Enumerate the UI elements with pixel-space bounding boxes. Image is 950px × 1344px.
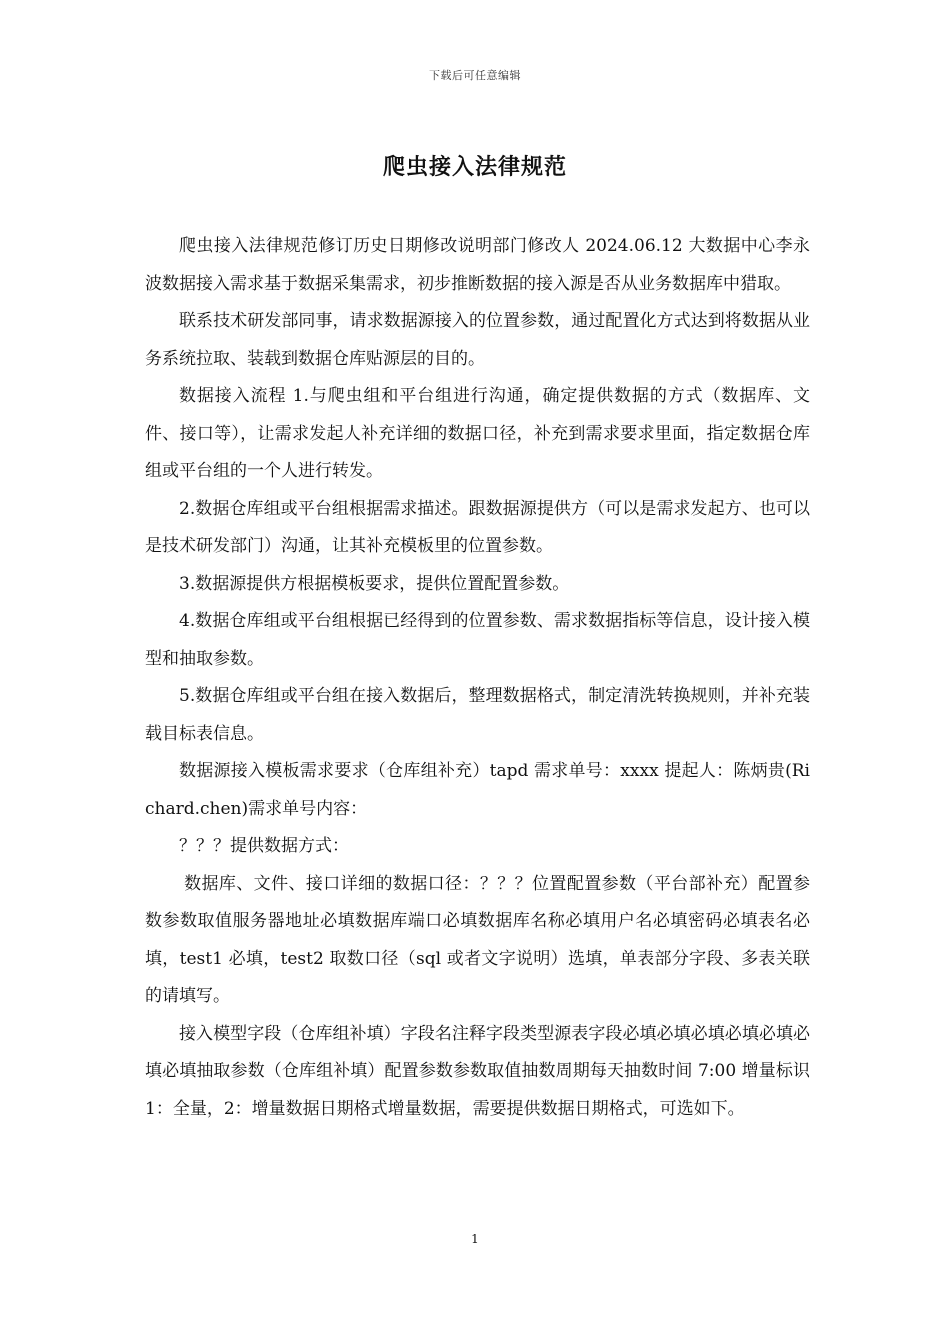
paragraph-process-step-4: 4.数据仓库组或平台组根据已经得到的位置参数、需求数据指标等信息，设计接入模型和抽取参数。 bbox=[145, 611, 810, 669]
paragraph-contact-rd: 联系技术研发部同事，请求数据源接入的位置参数，通过配置化方式达到将数据从业务系统拉取、装载到数据仓库贴源层的目的。 bbox=[145, 311, 810, 369]
document-body bbox=[145, 228, 810, 1128]
header-note: 下载后可任意编辑 bbox=[429, 69, 521, 82]
paragraph-process-step-3: 3.数据源提供方根据模板要求，提供位置配置参数。 bbox=[179, 573, 570, 594]
document-title: 爬虫接入法律规范 bbox=[382, 155, 567, 180]
paragraph-revision-history: 爬虫接入法律规范修订历史日期修改说明部门修改人 2024.06.12 大数据中心李永波数据接入需求基于数据采集需求，初步推断数据的接入源是否从业务数据库中猎取。 bbox=[145, 236, 810, 294]
page-number: 1 bbox=[471, 1232, 479, 1246]
paragraph-provide-method: ？？？提供数据方式： bbox=[179, 836, 349, 856]
paragraph-model-fields: 接入模型字段（仓库组补填）字段名注释字段类型源表字段必填必填必填必填必填必填必填抽取参数（仓库组补填）配置参数参数取值抽数周期每天抽数时间 7:00 增量标识 1：全量，2：增量数据日期格式增量数据，需要提供数据日期格式，可选如下。 bbox=[145, 1023, 810, 1119]
paragraph-process-step-1: 数据接入流程 1.与爬虫组和平台组进行沟通，确定提供数据的方式（数据库、文件、接口等），让需求发起人补充详细的数据口径，补充到需求要求里面，指定数据仓库组或平台组的一个人进行转发。 bbox=[145, 386, 810, 481]
paragraph-process-step-5: 5.数据仓库组或平台组在接入数据后，整理数据格式，制定清洗转换规则，并补充装载目标表信息。 bbox=[145, 686, 810, 744]
paragraph-template-request: 数据源接入模板需求要求（仓库组补充）tapd 需求单号：xxxx 提起人：陈炳贵(Richard.chen)需求单号内容： bbox=[145, 761, 810, 819]
paragraph-location-params: 数据库、文件、接口详细的数据口径：？？？位置配置参数（平台部补充）配置参数参数取值服务器地址必填数据库端口必填数据库名称必填用户名必填密码必填表名必填，test1 必填，test2 取数口径（sql 或者文字说明）选填，单表部分字段、多表关联的请填写。 bbox=[145, 873, 810, 1006]
paragraph-process-step-2: 2.数据仓库组或平台组根据需求描述。跟数据源提供方（可以是需求发起方、也可以是技术研发部门）沟通，让其补充模板里的位置参数。 bbox=[145, 498, 810, 556]
